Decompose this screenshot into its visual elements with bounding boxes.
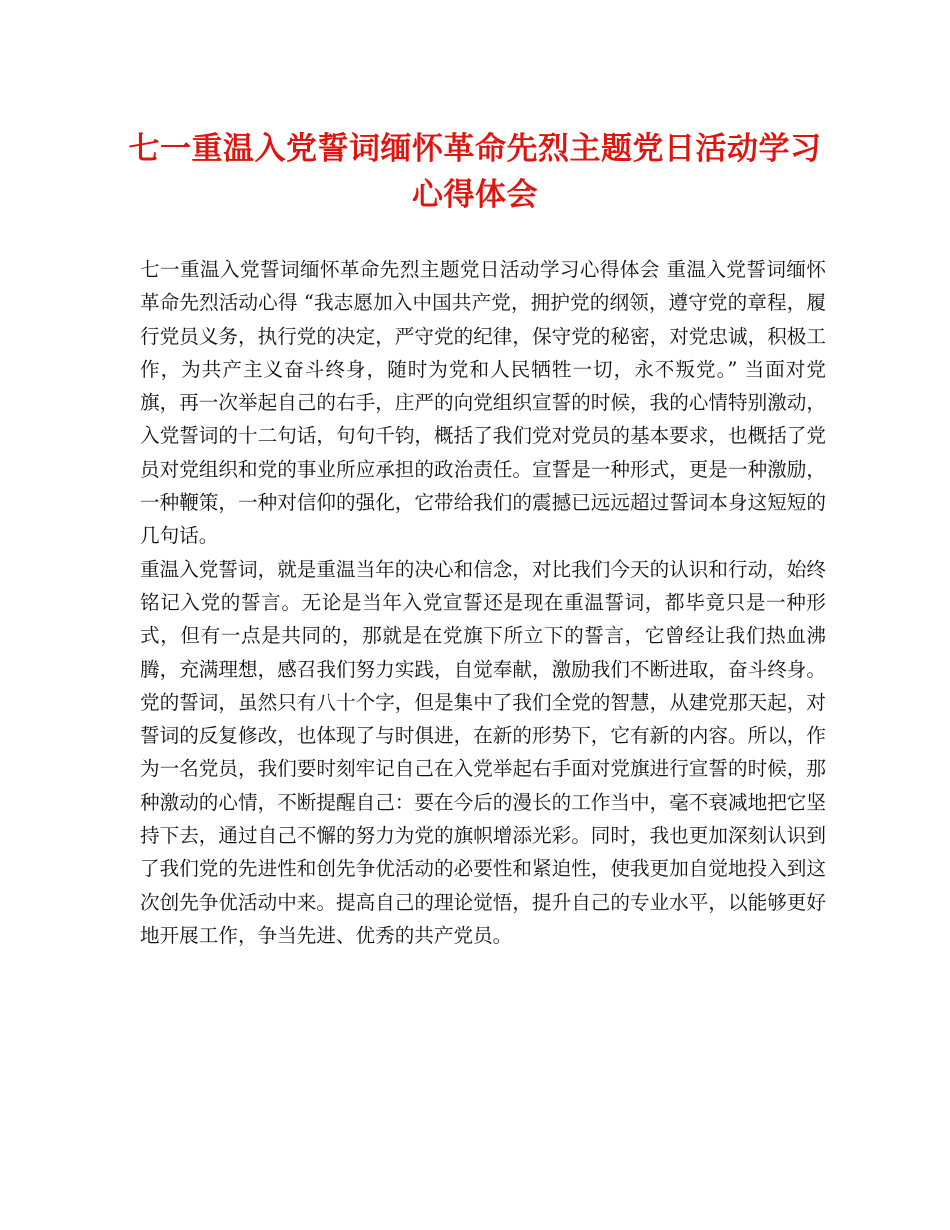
paragraph-2: 重温入党誓词，就是重温当年的决心和信念，对比我们今天的认识和行动，始终铭记入党的誓言。无论是当年入党宣誓还是现在重温誓词，都毕竟只是一种形式，但有一点是共同的，那就是在党旗下所立下的誓言，它曾经让我们热血沸腾，充满理想，感召我们努力实践，自觉奉献，激励我们不断进取，奋斗终身。党的誓词，虽然只有八十个字，但是集中了我们全党的智慧，从建党那天起，对誓词的反复修改，也体现了与时俱进，在新的形势下，它有新的内容。所以，作为一名党员，我们要时刻牢记自己在入党举起右手面对党旗进行宣誓的时候，那种激动的心情，不断提醒自己：要在今后的漫长的工作当中，毫不衰减地把它坚持下去，通过自己不懈的努力为党的旗帜增添光彩。同时，我也更加深刻认识到了我们党的先进性和创先争优活动的必要性和紧迫性，使我更加自觉地投入到这次创先争优活动中来。提高自己的理论觉悟，提升自己的专业水平，以能够更好地开展工作，争当先进、优秀的共产党员。 (140, 557, 826, 947)
document-body (140, 253, 826, 952)
document-title: 七一重温入党誓词缅怀革命先烈主题党日活动学习心得体会 (128, 131, 822, 213)
paragraph-1: 七一重温入党誓词缅怀革命先烈主题党日活动学习心得体会 重温入党誓词缅怀革命先烈活动心得 “我志愿加入中国共产党，拥护党的纲领，遵守党的章程，履行党员义务，执行党的决定，严守党的纪律，保守党的秘密，对党忠诚，积极工作，为共产主义奋斗终身，随时为党和人民牺牲一切，永不叛党。” 当面对党旗，再一次举起自己的右手，庄严的向党组织宣誓的时候，我的心情特别激动，入党誓词的十二句话，句句千钧，概括了我们党对党员的基本要求，也概括了党员对党组织和党的事业所应承担的政治责任。宣誓是一种形式，更是一种激励，一种鞭策，一种对信仰的强化，它带给我们的震撼已远远超过誓词本身这短短的几句话。 (140, 258, 826, 548)
